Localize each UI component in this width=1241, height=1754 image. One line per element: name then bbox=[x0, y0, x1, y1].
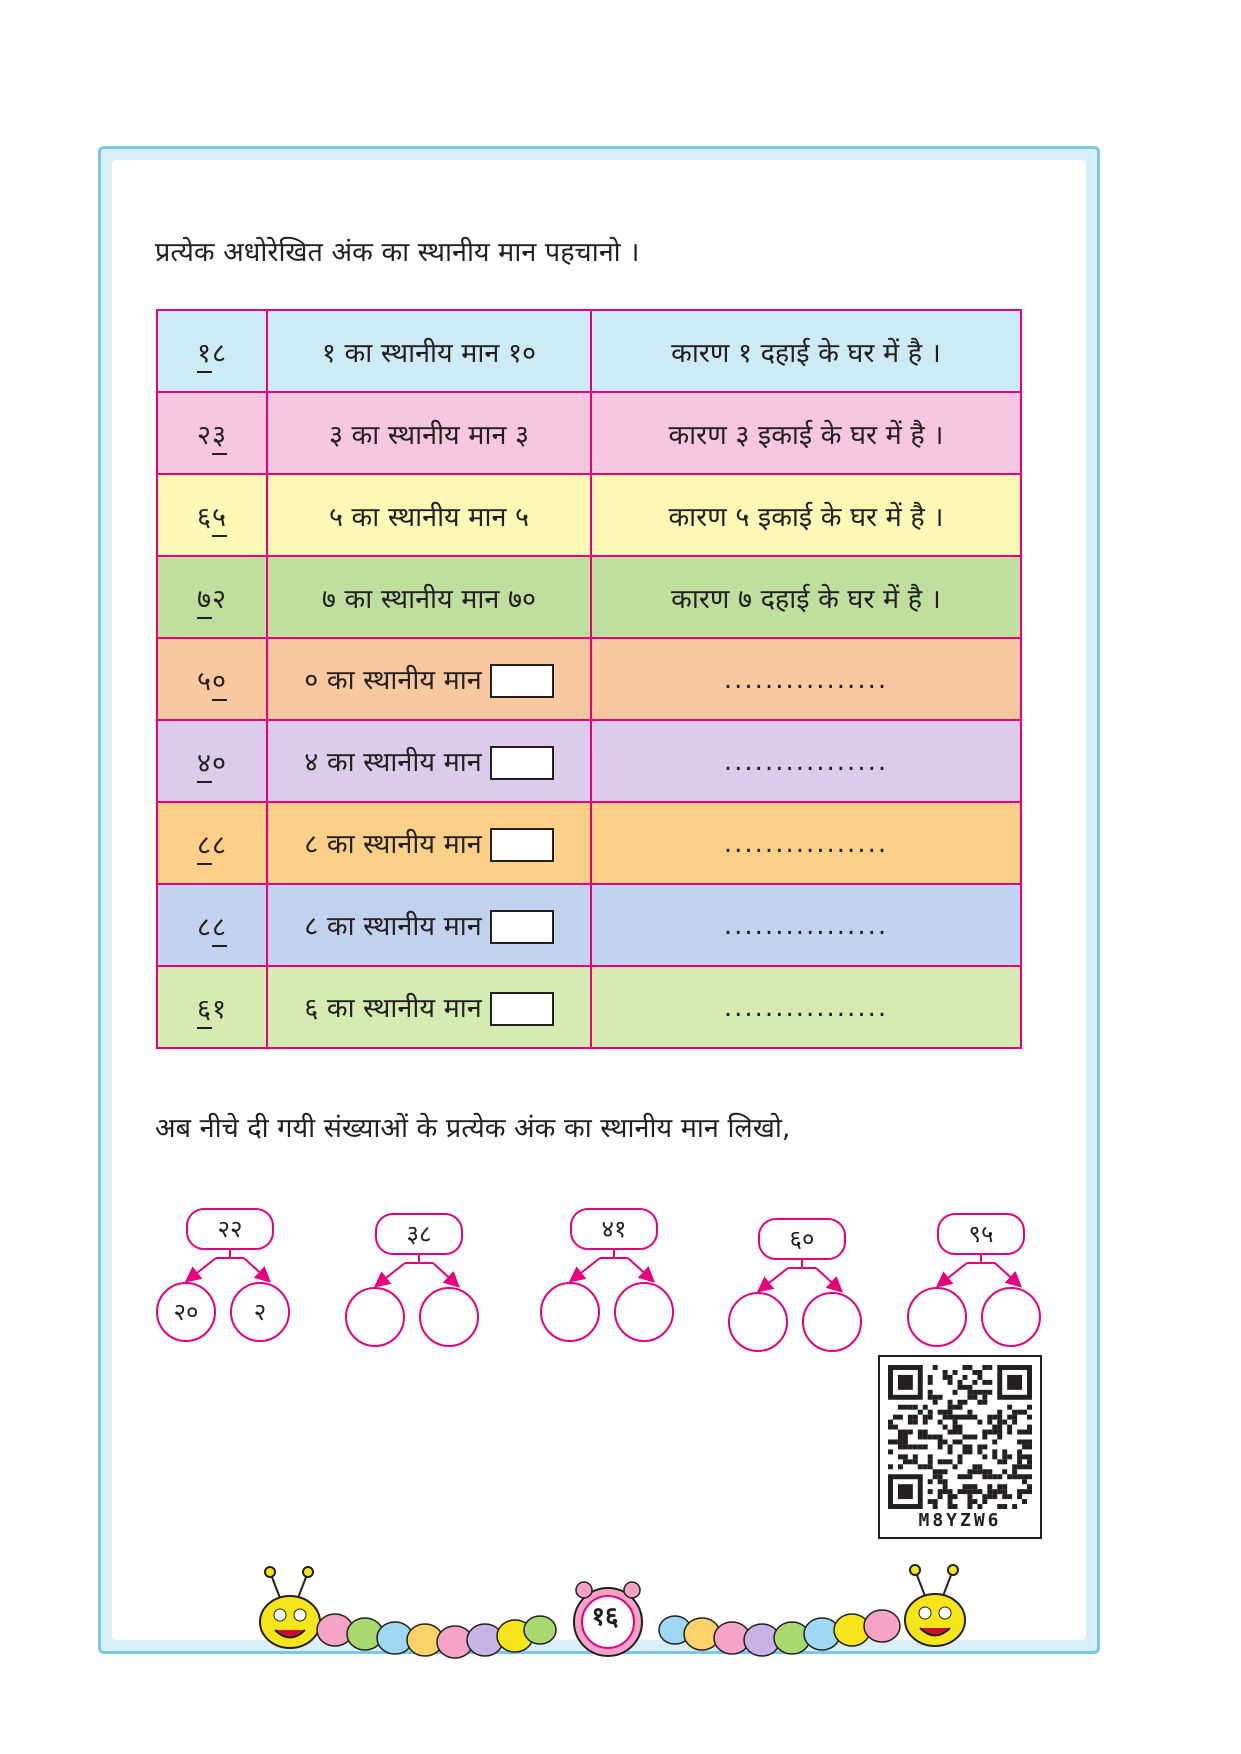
number-tree bbox=[156, 1208, 306, 1358]
qr-code-label: M8YZW6 bbox=[918, 1510, 1002, 1531]
reason-cell bbox=[591, 474, 1021, 556]
digit: ० bbox=[212, 747, 228, 779]
number-cell bbox=[157, 966, 267, 1048]
digit: ८ bbox=[196, 911, 212, 943]
tens-answer-circle[interactable] bbox=[907, 1287, 967, 1347]
reason-blank-cell[interactable] bbox=[591, 638, 1021, 720]
digit: २ bbox=[196, 419, 212, 451]
page-number: १६ bbox=[591, 1602, 619, 1632]
place-value-cell bbox=[267, 310, 591, 392]
reason-text: कारण ७ दहाई के घर में है । bbox=[671, 583, 941, 615]
table-row bbox=[157, 884, 1021, 966]
number-with-underlined-digit bbox=[197, 825, 227, 862]
underlined-digit: ७ bbox=[196, 583, 212, 615]
caterpillar-left-icon bbox=[260, 1567, 320, 1648]
ones-answer-circle[interactable] bbox=[419, 1287, 479, 1347]
place-value-cell bbox=[267, 556, 591, 638]
dotted-answer-line: ................ bbox=[723, 828, 889, 859]
number-with-underlined-digit bbox=[197, 415, 227, 452]
number-cell bbox=[157, 474, 267, 556]
dotted-answer-line: ................ bbox=[723, 910, 889, 941]
number-cell bbox=[157, 638, 267, 720]
place-value-text: १ का स्थानीय मान १० bbox=[321, 337, 537, 369]
table-row bbox=[157, 474, 1021, 556]
underlined-digit: १ bbox=[196, 337, 212, 369]
digit: ८ bbox=[212, 829, 228, 861]
place-value-cell bbox=[267, 720, 591, 802]
number-cell bbox=[157, 884, 267, 966]
dotted-answer-line: ................ bbox=[723, 664, 889, 695]
table-row bbox=[157, 310, 1021, 392]
dotted-answer-line: ................ bbox=[723, 992, 889, 1023]
number-cell bbox=[157, 310, 267, 392]
number-oval: ३८ bbox=[375, 1213, 463, 1255]
number-oval: ९५ bbox=[937, 1213, 1025, 1255]
reason-cell bbox=[591, 392, 1021, 474]
table-row bbox=[157, 392, 1021, 474]
underlined-digit: ० bbox=[212, 665, 228, 697]
ones-answer-circle[interactable] bbox=[981, 1287, 1041, 1347]
number-cell bbox=[157, 802, 267, 884]
digit: १ bbox=[212, 993, 228, 1025]
table-row bbox=[157, 638, 1021, 720]
instruction-heading: प्रत्येक अधोरेखित अंक का स्थानीय मान पहचानो । bbox=[155, 237, 640, 268]
answer-box[interactable] bbox=[490, 910, 554, 944]
place-value-cell bbox=[267, 802, 591, 884]
caterpillar-right-icon bbox=[905, 1565, 965, 1646]
instruction-heading-2: अब नीचे दी गयी संख्याओं के प्रत्येक अंक का स्थानीय मान लिखो, bbox=[155, 1113, 791, 1144]
place-value-text: ६ का स्थानीय मान bbox=[304, 992, 482, 1024]
place-value-text: ४ का स्थानीय मान bbox=[304, 746, 482, 778]
place-value-text: ० का स्थानीय मान bbox=[304, 664, 482, 696]
reason-blank-cell[interactable] bbox=[591, 884, 1021, 966]
reason-text: कारण ५ इकाई के घर में है । bbox=[668, 501, 944, 533]
number-oval: २२ bbox=[186, 1208, 274, 1250]
reason-blank-cell[interactable] bbox=[591, 720, 1021, 802]
place-value-text: ८ का स्थानीय मान bbox=[304, 910, 482, 942]
place-value-table bbox=[156, 309, 1022, 1049]
number-with-underlined-digit bbox=[197, 661, 227, 698]
reason-cell bbox=[591, 556, 1021, 638]
digit: २ bbox=[212, 583, 228, 615]
place-value-cell bbox=[267, 884, 591, 966]
table-row bbox=[157, 802, 1021, 884]
reason-text: कारण ३ इकाई के घर में है । bbox=[668, 419, 944, 451]
digit: ६ bbox=[196, 501, 212, 533]
answer-box[interactable] bbox=[490, 828, 554, 862]
underlined-digit: ६ bbox=[196, 993, 212, 1025]
answer-box[interactable] bbox=[490, 746, 554, 780]
number-oval: ६० bbox=[758, 1218, 846, 1260]
place-value-cell bbox=[267, 392, 591, 474]
underlined-digit: ४ bbox=[196, 747, 212, 779]
ones-answer-circle[interactable] bbox=[614, 1282, 674, 1342]
number-with-underlined-digit bbox=[197, 333, 227, 370]
place-value-text: ५ का स्थानीय मान ५ bbox=[328, 501, 530, 533]
reason-cell bbox=[591, 310, 1021, 392]
number-oval: ४१ bbox=[570, 1208, 658, 1250]
answer-box[interactable] bbox=[490, 664, 554, 698]
answer-box[interactable] bbox=[490, 992, 554, 1026]
number-cell bbox=[157, 720, 267, 802]
number-cell bbox=[157, 392, 267, 474]
qr-code[interactable] bbox=[878, 1355, 1042, 1539]
digit: ५ bbox=[196, 665, 212, 697]
place-value-cell bbox=[267, 966, 591, 1048]
place-value-text: ८ का स्थानीय मान bbox=[304, 828, 482, 860]
underlined-digit: ८ bbox=[196, 829, 212, 861]
number-tree bbox=[728, 1218, 878, 1368]
qr-pattern-icon bbox=[888, 1365, 1032, 1509]
place-value-cell bbox=[267, 638, 591, 720]
number-with-underlined-digit bbox=[197, 989, 227, 1026]
underlined-digit: ३ bbox=[212, 419, 228, 451]
ones-answer-circle[interactable] bbox=[802, 1292, 862, 1352]
underlined-digit: ८ bbox=[212, 911, 228, 943]
reason-blank-cell[interactable] bbox=[591, 966, 1021, 1048]
place-value-cell bbox=[267, 474, 591, 556]
dotted-answer-line: ................ bbox=[723, 746, 889, 777]
digit: ८ bbox=[212, 337, 228, 369]
number-tree bbox=[907, 1213, 1057, 1363]
tens-answer-circle[interactable]: २० bbox=[156, 1282, 216, 1342]
place-value-text: ७ का स्थानीय मान ७० bbox=[321, 583, 537, 615]
underlined-digit: ५ bbox=[212, 501, 228, 533]
reason-blank-cell[interactable] bbox=[591, 802, 1021, 884]
number-with-underlined-digit bbox=[197, 743, 227, 780]
number-with-underlined-digit bbox=[197, 579, 227, 616]
ones-answer-circle[interactable]: २ bbox=[230, 1282, 290, 1342]
tens-answer-circle[interactable] bbox=[728, 1292, 788, 1352]
table-row bbox=[157, 966, 1021, 1048]
table-row bbox=[157, 720, 1021, 802]
tens-answer-circle[interactable] bbox=[345, 1287, 405, 1347]
number-tree bbox=[540, 1208, 690, 1358]
place-value-text: ३ का स्थानीय मान ३ bbox=[328, 419, 530, 451]
number-with-underlined-digit bbox=[197, 907, 227, 944]
number-tree bbox=[345, 1213, 495, 1363]
number-with-underlined-digit bbox=[197, 497, 227, 534]
table-row bbox=[157, 556, 1021, 638]
number-cell bbox=[157, 556, 267, 638]
reason-text: कारण १ दहाई के घर में है । bbox=[671, 337, 941, 369]
tens-answer-circle[interactable] bbox=[540, 1282, 600, 1342]
